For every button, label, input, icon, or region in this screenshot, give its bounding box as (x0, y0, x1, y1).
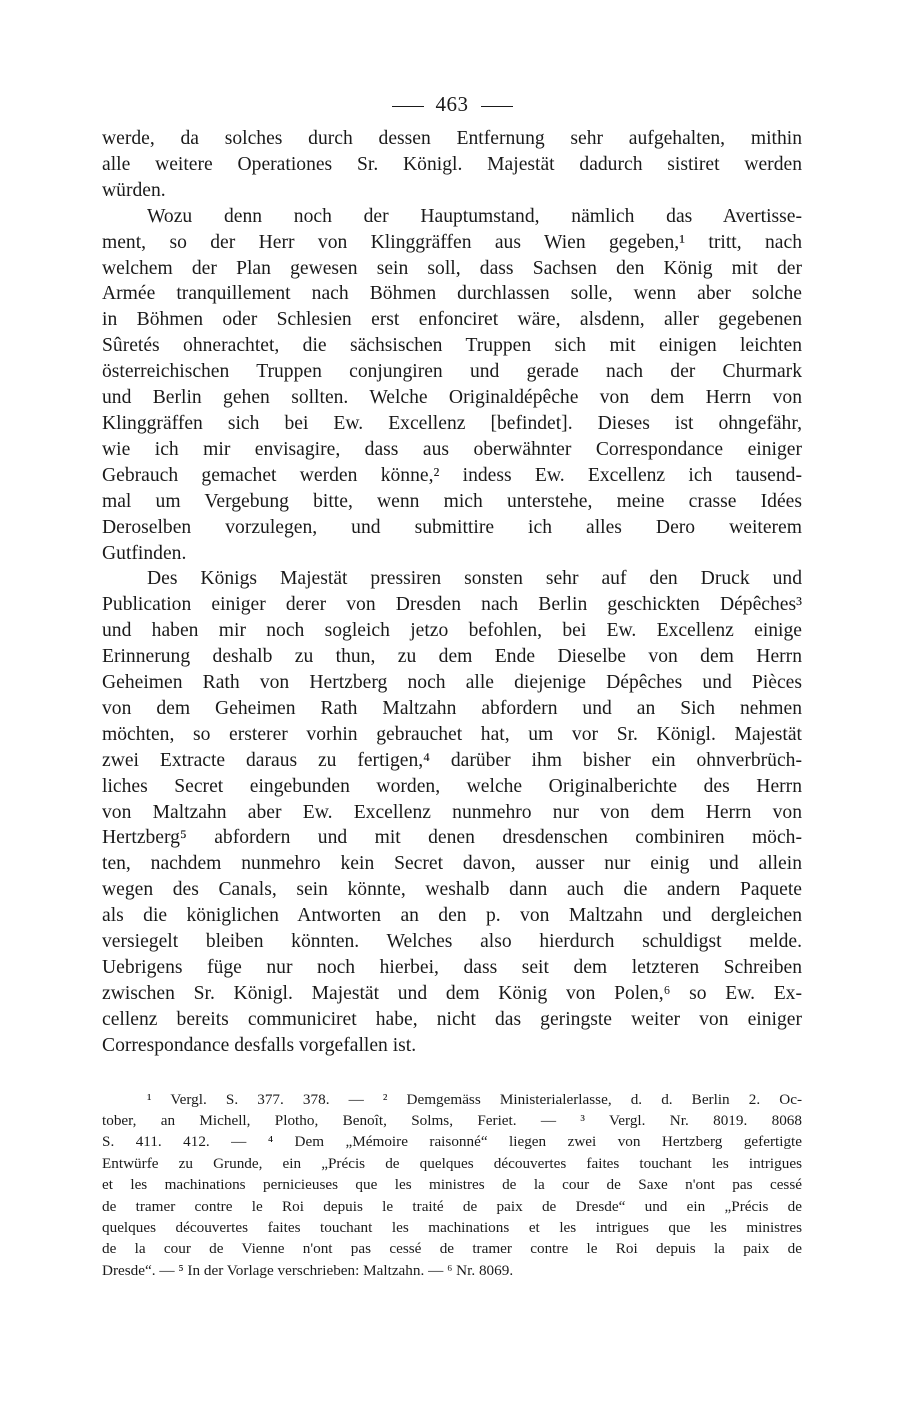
text-line: von dem Geheimen Rath Maltzahn abfordern und an Sich nehmen (102, 697, 802, 719)
text-line: cellenz bereits communiciret habe, nicht das geringste weiter von einiger (102, 1008, 802, 1030)
footnote-line: tober, an Michell, Plotho, Benoît, Solms, Feriet. — ³ Vergl. Nr. 8019. 8068 (102, 1112, 802, 1130)
text-line: Gebrauch gemachet werden könne,² indess Ew. Excellenz ich tausend- (102, 464, 802, 486)
footnote-line: S. 411. 412. — ⁴ Dem „Mémoire raisonné“ liegen zwei von Hertzberg gefertigte (102, 1133, 802, 1151)
text-line: Wozu denn noch der Hauptumstand, nämlich das Avertisse- (147, 205, 802, 227)
text-line: wegen des Canals, sein könnte, weshalb dann auch die andern Paquete (102, 879, 802, 901)
text-line: und Berlin gehen sollten. Welche Originaldépêche von dem Herrn von (102, 387, 802, 409)
header-dash-left (392, 106, 424, 107)
text-line: Gutfinden. (102, 542, 187, 564)
text-line: alle weitere Operationes Sr. Königl. Majestät dadurch sistiret werden (102, 153, 802, 175)
text-line: Publication einiger derer von Dresden nach Berlin geschickten Dépêches³ (102, 594, 802, 616)
text-line: versiegelt bleiben könnten. Welches also hierdurch schuldigst melde. (102, 931, 802, 953)
text-line: Sûretés ohnerachtet, die sächsischen Truppen sich mit einigen leichten (102, 335, 802, 357)
text-line: Erinnerung deshalb zu thun, zu dem Ende Dieselbe von dem Herrn (102, 646, 802, 668)
page-header (102, 88, 802, 126)
text-line: Deroselben vorzulegen, und submittire ich alles Dero weiterem (102, 516, 802, 538)
text-line: welchem der Plan gewesen sein soll, dass Sachsen den König mit der (102, 257, 802, 279)
text-line: ten, nachdem nunmehro kein Secret davon, ausser nur einig und allein (102, 853, 802, 875)
text-line: in Böhmen oder Schlesien erst enfonciret wäre, alsdenn, aller gegebenen (102, 309, 802, 331)
text-line: liches Secret eingebunden worden, welche Originalberichte des Herrn (102, 775, 802, 797)
page-number: 463 (435, 92, 469, 116)
footnote-line: ¹ Vergl. S. 377. 378. — ² Demgemäss Ministerialerlasse, d. d. Berlin 2. Oc- (147, 1090, 802, 1108)
footnotes (102, 1089, 802, 1282)
paragraph (102, 204, 802, 567)
text-line: zwischen Sr. Königl. Majestät und dem König von Polen,⁶ so Ew. Ex- (102, 982, 802, 1004)
text-line: Des Königs Majestät pressiren sonsten sehr auf den Druck und (147, 568, 802, 590)
footnote-line: Dresde“. — ⁵ In der Vorlage verschrieben: Maltzahn. — ⁶ Nr. 8069. (102, 1261, 514, 1279)
text-line: von Maltzahn aber Ew. Excellenz nunmehro nur von dem Herrn von (102, 801, 802, 823)
text-line: zwei Extracte daraus zu fertigen,⁴ darüber ihm bisher ein ohnverbrüch- (102, 749, 802, 771)
text-line: möchten, so ersterer vorhin gebrauchet hat, um vor Sr. Königl. Majestät (102, 723, 802, 745)
text-line: als die königlichen Antworten an den p. von Maltzahn und dergleichen (102, 905, 802, 927)
header-dash-right (481, 106, 513, 107)
text-line: Geheimen Rath von Hertzberg noch alle diejenige Dépêches und Pièces (102, 672, 802, 694)
text-line: werde, da solches durch dessen Entfernung sehr aufgehalten, mithin (102, 128, 802, 149)
text-line: mal um Vergebung bitte, wenn mich unterstehe, meine crasse Idées (102, 490, 802, 512)
text-line: Uebrigens füge nur noch hierbei, dass seit dem letzteren Schreiben (102, 957, 802, 978)
paragraph (102, 126, 802, 204)
footnote-line: quelques découvertes faites touchant les machinations et les intrigues que les ministres (102, 1219, 802, 1237)
body-text (102, 126, 802, 1059)
footnote-line: de la cour de Vienne n'ont pas cessé de tramer contre le Roi depuis la paix de (102, 1240, 802, 1258)
text-line: würden. (102, 179, 166, 201)
footnote-line: Entwürfe zu Grunde, ein „Précis de quelques découvertes faites touchant les intrigues (102, 1154, 802, 1172)
footnote-line: et les machinations pernicieuses que les ministres de la cour de Saxe n'ont pas cessé (102, 1176, 802, 1194)
text-line: Hertzberg⁵ abfordern und mit denen dresdenschen combiniren möch- (102, 827, 802, 849)
text-line: und haben mir noch sogleich jetzo befohlen, bei Ew. Excellenz einige (102, 620, 802, 642)
paragraph (102, 566, 802, 1058)
text-line: wie ich mir envisagire, dass aus oberwähnter Correspondance einiger (102, 438, 802, 460)
footnote-line: de tramer contre le Roi depuis le traité de paix de Dresde“ und ein „Précis de (102, 1197, 802, 1215)
text-line: Correspondance desfalls vorgefallen ist. (102, 1034, 417, 1056)
text-line: Klinggräffen sich bei Ew. Excellenz [befindet]. Dieses ist ohngefähr, (102, 412, 802, 434)
text-line: ment, so der Herr von Klinggräffen aus Wien gegeben,¹ tritt, nach (102, 231, 802, 253)
text-line: Armée tranquillement nach Böhmen durchlassen solle, wenn aber solche (102, 283, 802, 305)
page (102, 88, 802, 1281)
text-line: österreichischen Truppen conjungiren und gerade nach der Churmark (102, 361, 802, 383)
